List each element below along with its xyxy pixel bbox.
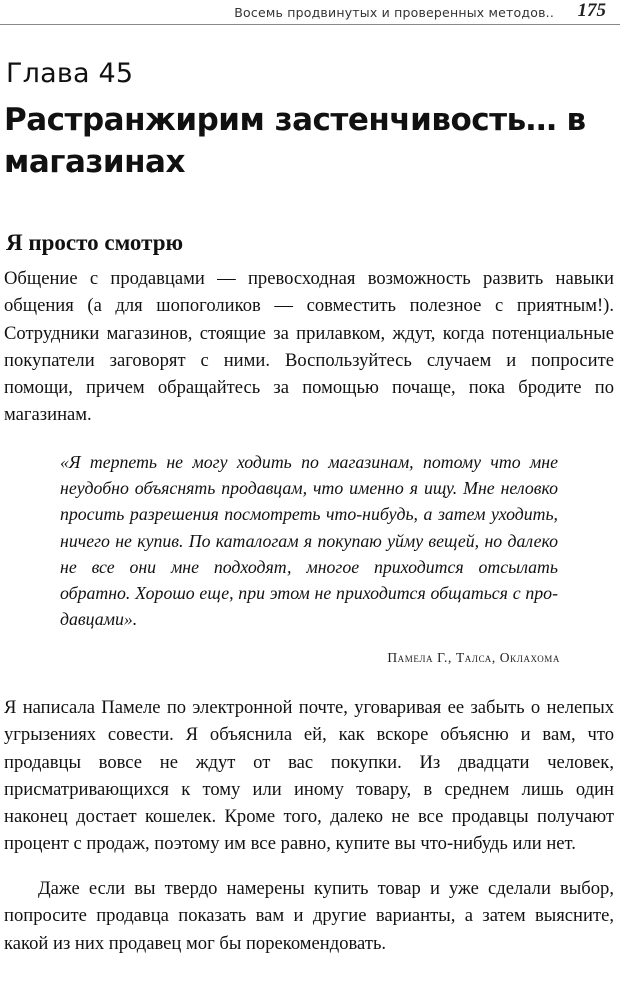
page-number: 175 <box>577 0 606 21</box>
body-paragraph-3: Даже если вы твердо намерены купить товар и уже сделали выбор, попросите продавца показать вам и другие варианты, а затем выясните, какой из них продавец мог бы порекомендовать. <box>4 878 614 954</box>
running-head-title: Восемь продвинутых и проверенных методов.. <box>234 5 554 20</box>
chapter-title: Растранжирим застенчивость… в магазинах <box>4 102 586 180</box>
header-rule <box>0 24 620 25</box>
chapter-label: Глава 45 <box>6 58 134 89</box>
running-head <box>0 0 620 24</box>
reader-quote: «Я терпеть не могу ходить по магазинам, потому что мне неудобно объяснять продавцам, что именно я ищу. Мне неловко просить разрешения посмотреть что-нибудь, а затем уходить, ничего не купив. По каталогам я покупаю уйму вещей, но далеко не все они мне подходят, многое приходится отсылать обратно. Хорошо еще, при этом не приходится общаться с продавцами». <box>60 452 558 630</box>
section-heading: Я просто смотрю <box>6 230 184 255</box>
quote-attribution: Памела Г., Талса, Оклахома <box>387 650 560 665</box>
body-paragraph-2: Я написала Памеле по электронной почте, уговаривая ее забыть о нелепых угрызениях совести. Я объяснила ей, как вскоре объясню и вам, что продавцы вовсе не ждут от вас покупки. Из двадцати человек, присматривающихся к тому или иному товару, в среднем лишь один наконец достает кошелек. Кроме того, далеко не все продавцы получают процент с продаж, поэтому им все равно, купите вы что-нибудь или нет. <box>4 697 614 855</box>
body-paragraph-1: Общение с продавцами — превосходная возможность развить навыки общения (а для шопоголиков — совместить полезное с приятным!). Сотрудники магазинов, стоящие за прилавком, ждут, когда потенциальные покупатели заговорят с ними. Воспользуйтесь случаем и попросите помощи, причем обращайтесь за помощью почаще, пока бродите по магазинам. <box>4 268 614 426</box>
